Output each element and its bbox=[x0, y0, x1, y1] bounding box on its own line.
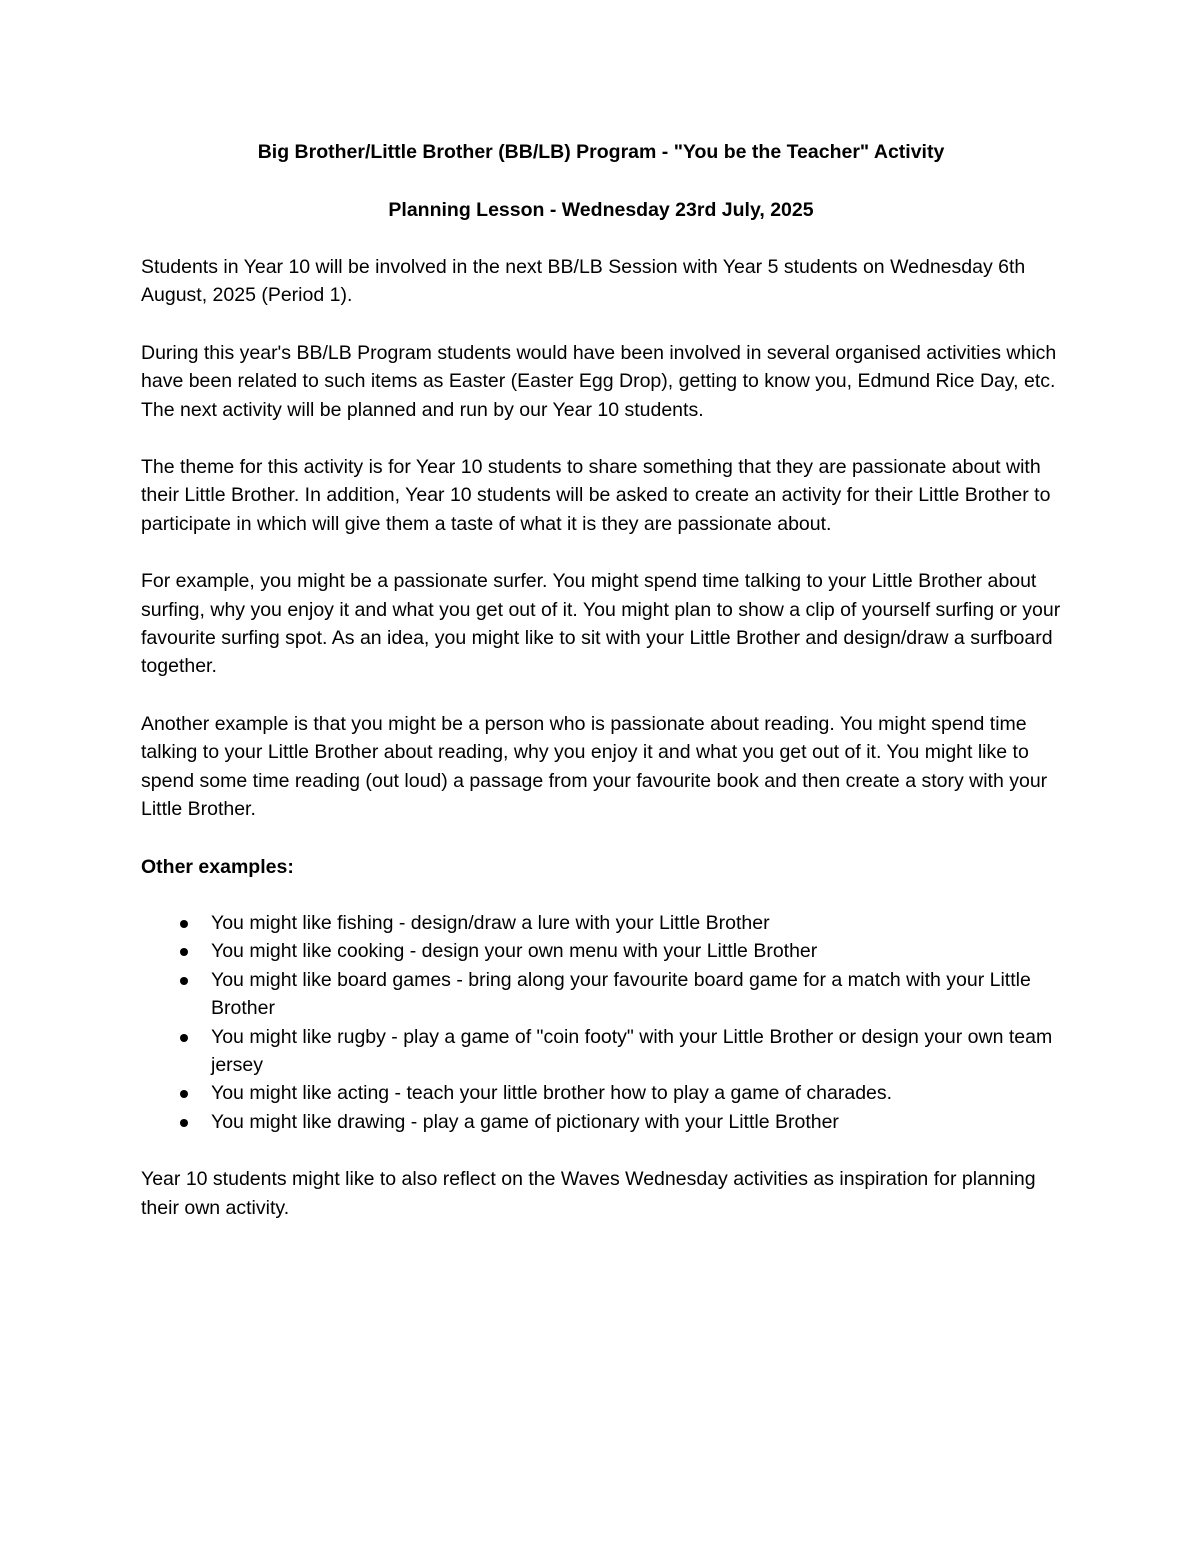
list-item-text: You might like drawing - play a game of pictionary with your Little Brother bbox=[211, 1110, 839, 1133]
bullet-icon bbox=[180, 977, 188, 985]
list-item-text: You might like rugby - play a game of "coin footy" with your Little Brother or design your own team jersey bbox=[211, 1025, 1053, 1076]
list-item bbox=[141, 937, 1061, 965]
paragraph-closing: Year 10 students might like to also reflect on the Waves Wednesday activities as inspiration for planning their own activity. bbox=[141, 1168, 1036, 1219]
bullet-icon bbox=[180, 920, 188, 928]
list-item bbox=[141, 966, 1061, 1023]
list-item bbox=[141, 1023, 1061, 1080]
list-item-text: You might like acting - teach your little brother how to play a game of charades. bbox=[211, 1082, 893, 1105]
document-page bbox=[141, 138, 1061, 1222]
document-subtitle: Planning Lesson - Wednesday 23rd July, 2025 bbox=[388, 199, 814, 221]
bullet-icon bbox=[180, 948, 188, 956]
list-item-text: You might like board games - bring along your favourite board game for a match with your Little Brother bbox=[211, 968, 1031, 1020]
examples-heading: Other examples: bbox=[141, 855, 294, 878]
paragraph-session-info: Students in Year 10 will be involved in the next BB/LB Session with Year 5 students on Wednesday 6th August, 2025 (Period 1). bbox=[141, 256, 1026, 307]
bullet-icon bbox=[180, 1090, 188, 1098]
document-title: Big Brother/Little Brother (BB/LB) Program - "You be the Teacher" Activity bbox=[257, 141, 945, 163]
list-item bbox=[141, 1079, 1061, 1107]
list-item-text: You might like cooking - design your own menu with your Little Brother bbox=[211, 940, 818, 963]
paragraph-activity-theme: The theme for this activity is for Year 10 students to share something that they are passionate about with their Little Brother. In addition, Year 10 students will be asked to create an activity for their Little Brother to participate in which will give them a taste of what it is they are passionate about. bbox=[141, 456, 1051, 535]
list-item-text: You might like fishing - design/draw a lure with your Little Brother bbox=[211, 911, 770, 934]
paragraph-program-background: During this year's BB/LB Program students would have been involved in several organised activities which have been related to such items as Easter (Easter Egg Drop), getting to know you, Edmund Rice Day, etc. The next activity will be planned and run by our Year 10 students. bbox=[141, 341, 1057, 421]
list-item bbox=[141, 1108, 1061, 1136]
examples-list bbox=[141, 909, 1061, 1136]
list-item bbox=[141, 909, 1061, 937]
bullet-icon bbox=[180, 1119, 188, 1127]
paragraph-reading-example: Another example is that you might be a person who is passionate about reading. You might spend time talking to your Little Brother about reading, why you enjoy it and what you get out of it. You might like to spend some time reading (out loud) a passage from your favourite book and then create a story with your Little Brother. bbox=[141, 712, 1048, 821]
paragraph-surfing-example: For example, you might be a passionate surfer. You might spend time talking to your Little Brother about surfing, why you enjoy it and what you get out of it. You might plan to show a clip of yourself surfing or your favourite surfing spot. As an idea, you might like to sit with your Little Brother and design/draw a surfboard together. bbox=[141, 570, 1061, 678]
bullet-icon bbox=[180, 1034, 188, 1042]
